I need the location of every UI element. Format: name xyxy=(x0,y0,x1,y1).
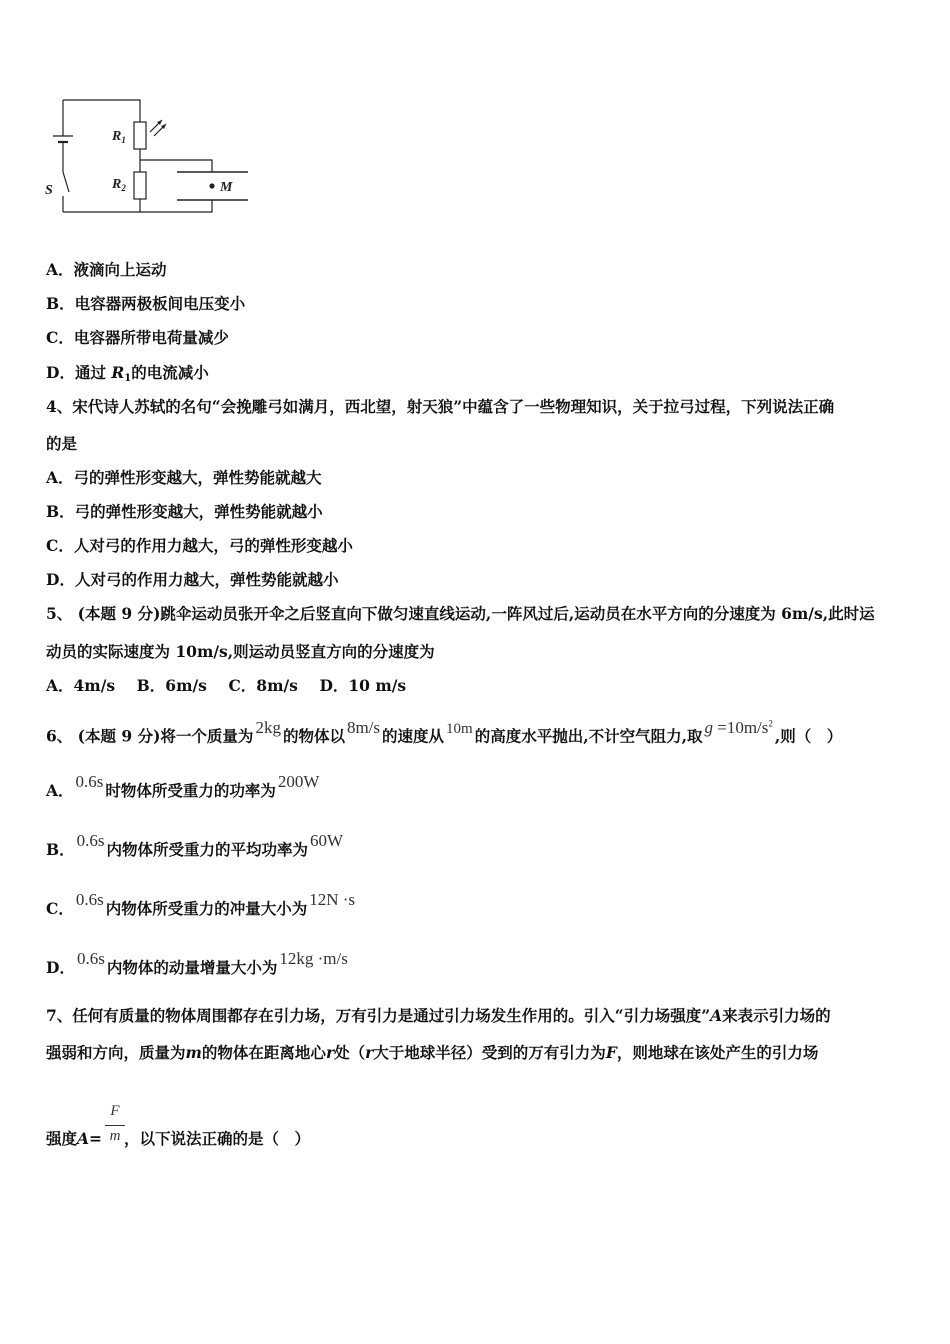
switch-label: S xyxy=(45,183,53,198)
q4-option-a: A．弓的弹性形变越大，弹性势能就越大 xyxy=(46,468,322,487)
switch-blade xyxy=(63,172,69,192)
wire-to-capacitor-bottom xyxy=(140,200,212,212)
fraction-denominator: m xyxy=(109,1128,121,1144)
circuit-diagram xyxy=(40,92,260,232)
fraction-bar xyxy=(105,1125,125,1126)
q4-option-b: B．弓的弹性形变越大，弹性势能就越小 xyxy=(46,502,323,521)
r1-label: $R_1$ xyxy=(112,129,126,145)
q7-line3: 强度A= ，以下说法正确的是（ ） xyxy=(46,1129,311,1148)
point-label: M xyxy=(220,180,233,195)
q6-stem: 6、 (本题 9 分)将一个质量为 2kg 的物体以 8m/s 的速度从 10m 的高度水平抛出,不计空气阻力,取 $g =10m/s^2$,则（ ） xyxy=(46,717,843,746)
q7-line2: 强弱和方向，质量为m的物体在距离地心r处（r大于地球半径）受到的万有引力为F，则地球在该处产生的引力场 xyxy=(46,1043,819,1062)
q6-option-c: C． 0.6s 内物体所受重力的冲量大小为 12N ·s xyxy=(46,890,356,918)
wire-to-capacitor-top xyxy=(140,160,212,172)
r2-label: $R_2$ xyxy=(112,177,126,193)
q6-option-a: A． 0.6s 时物体所受重力的功率为 200W xyxy=(46,772,320,800)
q4-option-c: C．人对弓的作用力越大，弓的弹性形变越小 xyxy=(46,536,353,555)
q7-fraction xyxy=(105,1103,125,1146)
q3-option-d: D．通过 $R_1$的电流减小 xyxy=(46,363,209,384)
wire-bottom xyxy=(63,199,140,212)
q5-options: A．4m/s B．6m/s C．8m/s D．10 m/s xyxy=(46,676,407,695)
q5-stem-line1: 5、 (本题 9 分)跳伞运动员张开伞之后竖直向下做匀速直线运动,一阵风过后,运动员在水平方向的分速度为 6m/s,此时运 xyxy=(46,604,875,623)
q5-stem-line2: 动员的实际速度为 10m/s,则运动员竖直方向的分速度为 xyxy=(46,642,435,661)
q4-stem-line1: 4、宋代诗人苏轼的名句“会挽雕弓如满月，西北望，射天狼”中蕴含了一些物理知识，关于拉弓过程，下列说法正确 xyxy=(46,397,835,416)
q6-option-d: D． 0.6s 内物体的动量增量大小为 12kg ·m/s xyxy=(46,949,348,977)
q6-option-b: B． 0.6s 内物体所受重力的平均功率为 60W xyxy=(46,831,344,859)
wire-top xyxy=(63,100,140,122)
q3-option-b: B．电容器两极板间电压变小 xyxy=(46,294,246,313)
q7-line1: 7、任何有质量的物体周围都存在引力场，万有引力是通过引力场发生作用的。引入“引力场强度”A来表示引力场的 xyxy=(46,1006,831,1025)
q4-option-d: D．人对弓的作用力越大，弹性势能就越小 xyxy=(46,570,339,589)
fraction-numerator: F xyxy=(110,1103,120,1119)
q4-stem-line2: 的是 xyxy=(46,434,78,453)
droplet-point xyxy=(209,183,214,188)
resistor-r2 xyxy=(134,172,146,199)
q3-option-c: C．电容器所带电荷量减少 xyxy=(46,328,229,347)
q3-option-a: A．液滴向上运动 xyxy=(46,260,167,279)
resistor-r1 xyxy=(134,122,146,149)
